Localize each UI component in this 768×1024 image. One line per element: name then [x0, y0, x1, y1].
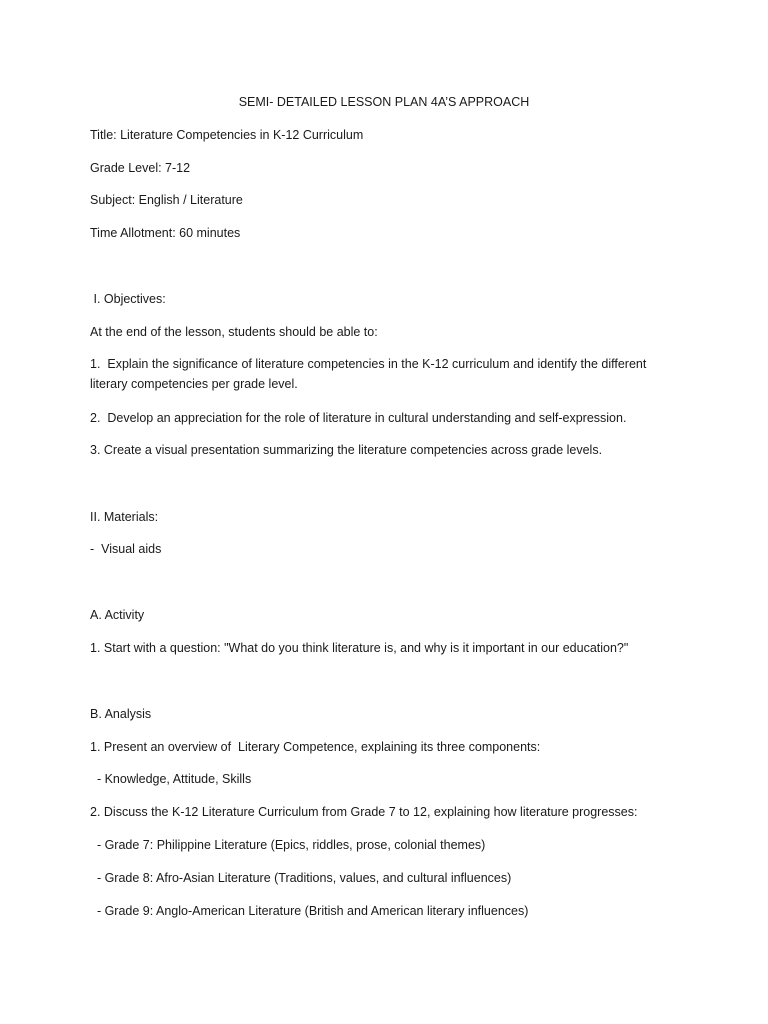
grade-item: - Grade 8: Afro-Asian Literature (Traditions, values, and cultural influences)	[90, 871, 512, 885]
grade-item: - Grade 7: Philippine Literature (Epics, riddles, prose, colonial themes)	[90, 838, 486, 852]
title-line: Title: Literature Competencies in K-12 Curriculum	[90, 128, 364, 142]
analysis-item: 1. Present an overview of Literary Competence, explaining its three components:	[90, 740, 541, 754]
document-heading: SEMI- DETAILED LESSON PLAN 4A’S APPROACH	[238, 95, 530, 109]
objective-item: 3. Create a visual presentation summarizing the literature competencies across grade levels.	[90, 443, 603, 457]
grade-item: - Grade 9: Anglo-American Literature (British and American literary influences)	[90, 904, 529, 918]
subject-line: Subject: English / Literature	[90, 193, 243, 207]
analysis-subitem: - Knowledge, Attitude, Skills	[90, 772, 252, 786]
time-allotment-line: Time Allotment: 60 minutes	[90, 226, 241, 240]
analysis-heading: B. Analysis	[90, 707, 152, 721]
analysis-item: 2. Discuss the K-12 Literature Curriculum from Grade 7 to 12, explaining how literature progresses:	[90, 805, 638, 819]
objectives-intro: At the end of the lesson, students should be able to:	[90, 325, 378, 339]
objective-item: 2. Develop an appreciation for the role of literature in cultural understanding and self-expression.	[90, 411, 627, 425]
activity-heading: A. Activity	[90, 608, 145, 622]
objective-item: 1. Explain the significance of literature competencies in the K-12 curriculum and identify the different literary competencies per grade level.	[90, 357, 650, 391]
materials-heading: II. Materials:	[90, 510, 159, 524]
materials-item: - Visual aids	[90, 542, 162, 556]
objectives-heading: I. Objectives:	[90, 292, 166, 306]
grade-level-line: Grade Level: 7-12	[90, 161, 191, 175]
activity-item: 1. Start with a question: "What do you think literature is, and why is it important in our education?"	[90, 641, 629, 655]
